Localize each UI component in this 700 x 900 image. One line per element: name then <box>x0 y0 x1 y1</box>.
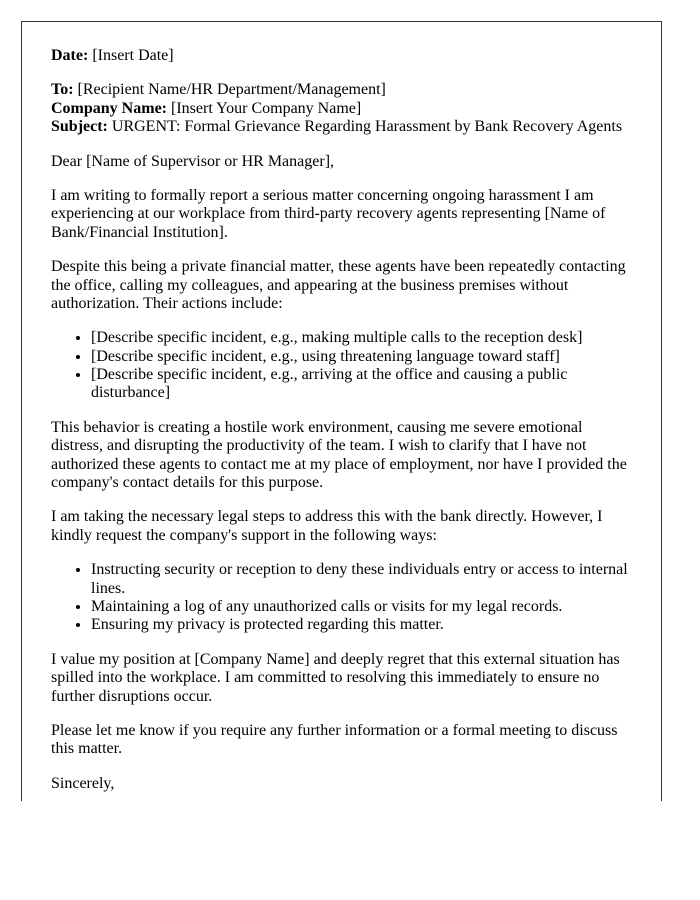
date-line <box>51 47 631 65</box>
paragraph-despite: Despite this being a private financial matter, these agents have been repeatedly contacting the office, calling my colleagues, and appearing at the business premises without authorization. Their actions include: <box>51 258 626 312</box>
request-bullet-item: • Ensuring my privacy is protected regarding this matter. <box>91 616 631 634</box>
paragraph-behavior: This behavior is creating a hostile work environment, causing me severe emotional distress, and disrupting the productivity of the team. I wish to clarify that I have not authorized these agents to contact me at my place of employment, nor have I provided the company's contact details for this purpose. <box>51 418 627 492</box>
salutation: Dear [Name of Supervisor or HR Manager], <box>51 152 335 170</box>
paragraph-intro: I am writing to formally report a serious matter concerning ongoing harassment I am experiencing at our workplace from third-party recovery agents representing [Name of Bank/Financial Institution]. <box>51 186 606 241</box>
paragraph-further: Please let me know if you require any further information or a formal meeting to discuss this matter. <box>51 721 618 758</box>
recipient-block <box>51 81 631 136</box>
request-bullet-list <box>51 561 631 635</box>
incident-bullet-item: • [Describe specific incident, e.g., using threatening language toward staff] <box>91 348 631 366</box>
company-label: Company Name: <box>51 99 167 117</box>
incident-bullet-item: • [Describe specific incident, e.g., making multiple calls to the reception desk] <box>91 329 631 347</box>
paragraph-legal: I am taking the necessary legal steps to address this with the bank directly. However, I kindly request the company's support in the following ways: <box>51 508 603 544</box>
to-label: To: <box>51 81 74 99</box>
incident-bullet-item: • [Describe specific incident, e.g., arriving at the office and causing a public disturbance] <box>91 366 631 403</box>
request-bullet-item: • Maintaining a log of any unauthorized calls or visits for my legal records. <box>91 598 631 616</box>
subject-label: Subject: <box>51 118 108 136</box>
date-label: Date: <box>51 47 89 64</box>
request-bullet-item: • Instructing security or reception to deny these individuals entry or access to internal lines. <box>91 561 631 598</box>
incident-bullet-list <box>51 329 631 403</box>
paragraph-value: I value my position at [Company Name] and deeply regret that this external situation has spilled into the workplace. I am committed to resolving this immediately to ensure no further disruptions occur. <box>51 650 620 705</box>
closing: Sincerely, <box>51 774 115 792</box>
company-line <box>51 100 631 118</box>
letter-document <box>21 21 662 801</box>
to-line <box>51 81 631 99</box>
date-value: [Insert Date] <box>88 47 174 64</box>
subject-line <box>51 118 631 136</box>
company-value: [Insert Your Company Name] <box>167 99 362 117</box>
to-value: [Recipient Name/HR Department/Management] <box>73 81 386 99</box>
subject-value: URGENT: Formal Grievance Regarding Harassment by Bank Recovery Agents <box>107 118 623 136</box>
